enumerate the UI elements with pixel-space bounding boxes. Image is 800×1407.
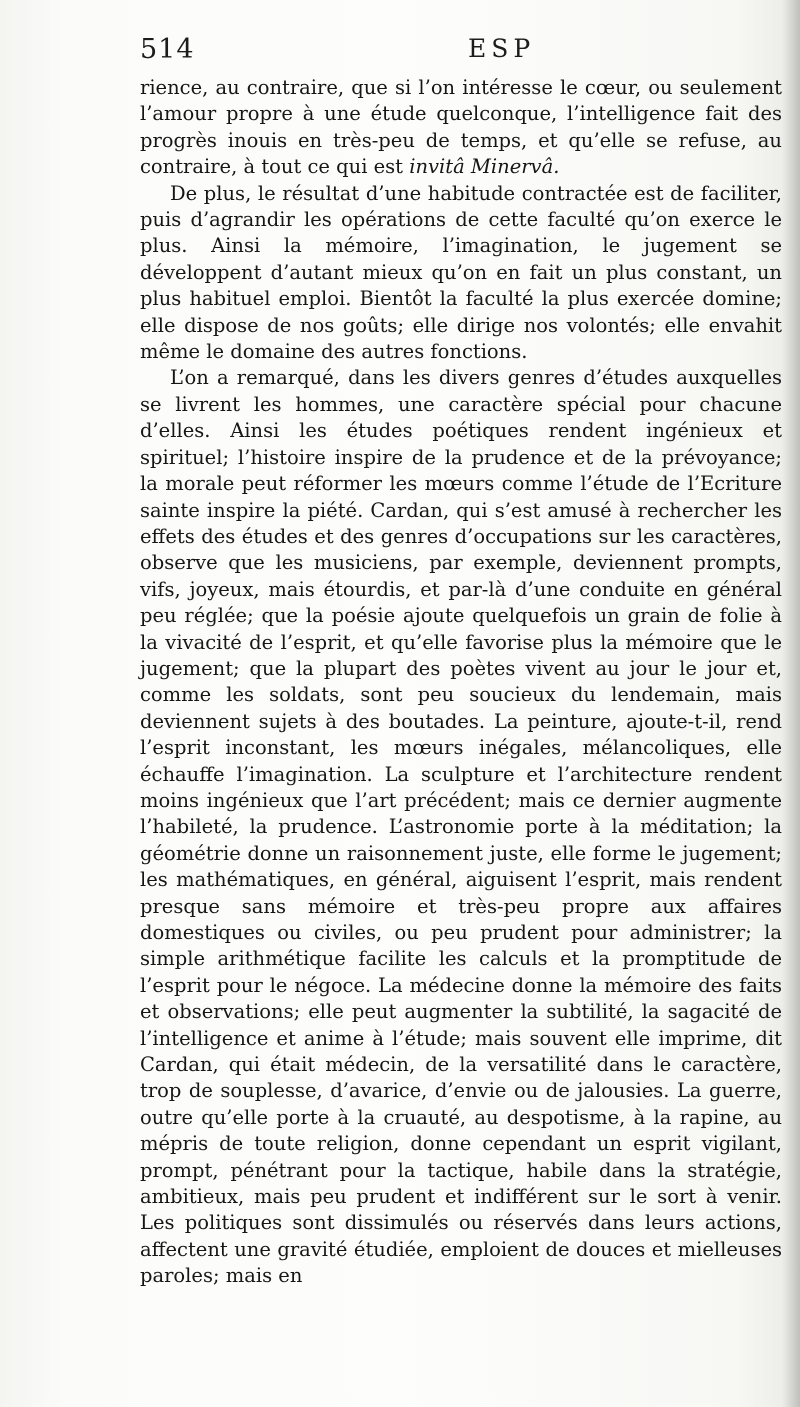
page-number: 514 <box>140 34 195 65</box>
page-edge-shadow <box>782 0 800 1407</box>
paragraph-3: L’on a remarqué, dans les divers genres d’études auxquelles se livrent les hommes, une caractère spécial pour chacune d’elles. Ainsi les études poétiques rendent ingénieux et spirituel; l’histoire inspire de la prudence et de la prévoyance; la morale peut réformer les mœurs comme l’étude de l’Ecriture sainte inspire la piété. Cardan, qui s’est amusé à rechercher les effets des études et des genres d’occupations sur les caractères, observe que les musiciens, par exemple, deviennent prompts, vifs, joyeux, mais étourdis, et par-là d’une conduite en général peu réglée; que la poésie ajoute quelquefois un grain de folie à la vivacité de l’esprit, et qu’elle favorise plus la mémoire que le jugement; que la plupart des poètes vivent au jour le jour et, comme les soldats, sont peu soucieux du lendemain, mais deviennent sujets à des boutades. La peinture, ajoute-t-il, rend l’esprit inconstant, les mœurs inégales, mélancoliques, elle échauffe l’imagination. La sculpture et l’architecture rendent moins ingénieux que l’art précédent; mais ce dernier augmente l’habileté, la prudence. L’astronomie porte à la méditation; la géométrie donne un raisonnement juste, elle forme le jugement; les mathématiques, en général, aiguisent l’esprit, mais rendent presque sans mémoire et très-peu propre aux affaires domestiques ou civiles, ou peu prudent pour administrer; la simple arithmétique facilite les calculs et la promptitude de l’esprit pour le négoce. La médecine donne la mémoire des faits et observations; elle peut augmenter la subtilité, la sagacité de l’intelligence et anime à l’étude; mais souvent elle imprime, dit Cardan, qui était médecin, de la versatilité dans le caractère, trop de souplesse, d’avarice, d’envie ou de jalousies. La guerre, outre qu’elle porte à la cruauté, au despotisme, à la rapine, au mépris de toute religion, donne cependant un esprit vigilant, prompt, pénétrant pour la tactique, habile dans la stratégie, ambitieux, mais peu prudent et indifférent sur le sort à venir. Les politiques sont dissimulés ou réservés dans leurs actions, affectent une gravité étudiée, emploient de douces et mielleuses paroles; mais en <box>140 366 782 1288</box>
paragraph-1-text: rience, au contraire, que si l’on intéresse le cœur, ou seulement l’amour propre à une étude quelconque, l’intelligence fait des progrès inouis en très-peu de temps, et qu’elle se refuse, au contraire, à tout ce qui est <box>140 76 782 179</box>
paragraph-1 <box>140 75 782 181</box>
body-text <box>140 75 782 1290</box>
page-header <box>140 34 780 66</box>
running-head: ESP <box>468 34 536 63</box>
paragraph-2: De plus, le résultat d’une habitude contractée est de faciliter, puis d’agrandir les opérations de cette faculté qu’on exerce le plus. Ainsi la mémoire, l’imagination, le jugement se développent d’autant mieux qu’on en fait un plus constant, un plus habituel emploi. Bientôt la faculté la plus exercée domine; elle dispose de nos goûts; elle dirige nos volontés; elle envahit même le domaine des autres fonctions. <box>140 181 782 364</box>
latin-phrase: invitâ Minervâ. <box>409 155 560 179</box>
